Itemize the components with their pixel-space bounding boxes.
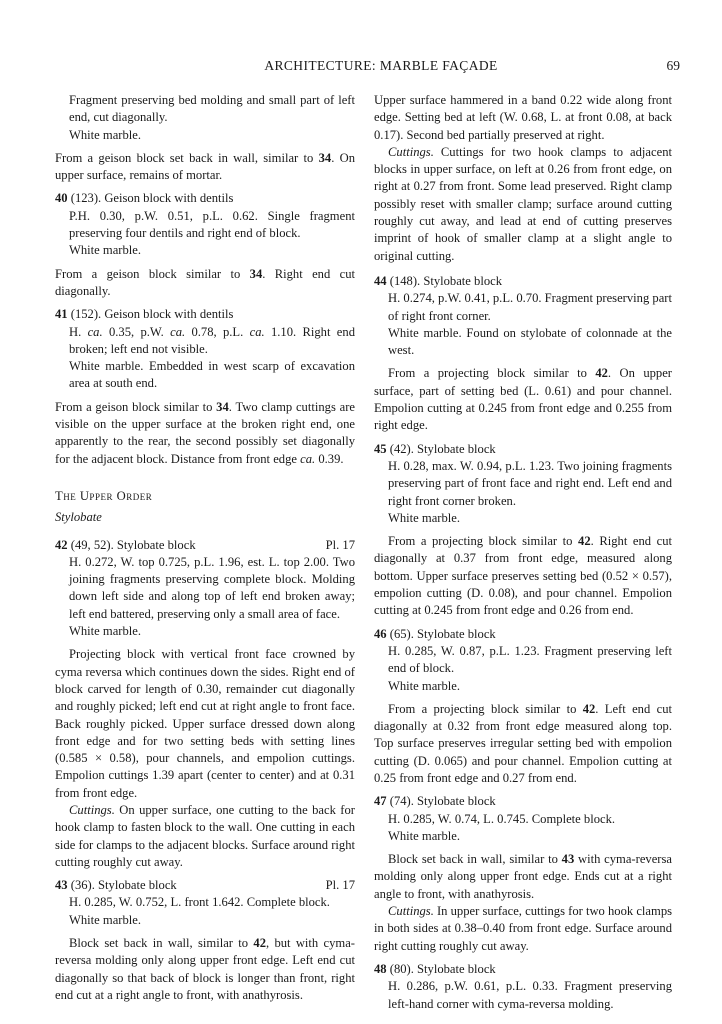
entry-heading-45: 45 (42). Stylobate block (374, 441, 496, 456)
entry-heading-42: 42 (49, 52). Stylobate block Pl. 17 (55, 537, 355, 554)
entry-paragraph: From a projecting block similar to 42. On upper surface, part of setting bed (L. 0.61) and pour channel. Empolion cutting at 0.245 from front edge and 0.255 from right edge. (374, 366, 672, 433)
entry-paragraph: Projecting block with vertical front face crowned by cyma reversa which continues down the sides. Right end of block carved for length of 0.30, remainder cut diagonally and roughly picked; left end cut at right angle to front face. Back roughly picked. Upper surface dressed down along front edge and for two setting beds with setting lines (0.585 × 0.58), pour channels, and empolion cuttings. Empolion cuttings 1.39 apart (center to center) and at 0.31 from front edge. (55, 647, 355, 800)
entry-description: H. ca. 0.35, p.W. ca. 0.78, p.L. ca. 1.10. Right end broken; left end not visible. (69, 324, 355, 356)
entry-heading-40: 40 (123). Geison block with dentils (55, 191, 234, 206)
entry-marble: White marble. (388, 828, 461, 843)
entry-paragraph: Block set back in wall, similar to 42, but with cyma-reversa molding only along upper front edge. Left end cut diagonally so that back of block is longer than front, right end cut at a right angle to front, with anathyrosis. (55, 936, 355, 1002)
entry-description: H. 0.285, W. 0.87, p.L. 1.23. Fragment preserving left end of block. (388, 643, 672, 676)
entry-paragraph: From a geison block similar to 34. Two clamp cuttings are visible on the upper surface at the broken right end, one apparently to the rear, the second possibly set diagonally for the adjacent block. Distance from front edge ca. 0.39. (55, 399, 355, 466)
entry-marble: White marble. Found on stylobate of colonnade at the west. (388, 325, 672, 358)
entry-marble: White marble. (69, 243, 142, 258)
cuttings-paragraph: Cuttings. In upper surface, cuttings for two hook clamps in both sides at 0.38–0.40 from front edge. Surface around right cutting roughly cut away. (374, 904, 673, 953)
entry-marble: White marble. (69, 127, 142, 142)
entry-heading-43: 43 (36). Stylobate block Pl. 17 (55, 877, 355, 894)
cuttings-paragraph: Cuttings. On upper surface, one cutting to the back for hook clamp to fasten block to the wall. One cutting in each side for clamps to the adjacent blocks. Surface around right cutting roughly cut away. (55, 802, 355, 869)
entry-heading-46: 46 (65). Stylobate block (374, 626, 496, 641)
entry-description: H. 0.286, p.W. 0.61, p.L. 0.33. Fragment preserving left-hand corner with cyma-reversa molding. (388, 979, 672, 1011)
plate-reference: Pl. 17 (325, 537, 355, 552)
left-column (55, 92, 355, 1004)
entry-marble: White marble. (388, 678, 461, 693)
entry-description: H. 0.28, max. W. 0.94, p.L. 1.23. Two joining fragments preserving part of front face and right end. Left end and right front corner broken. (388, 458, 672, 508)
entry-heading-44: 44 (148). Stylobate block (374, 273, 503, 288)
entry-description: Fragment preserving bed molding and small part of left end, cut diagonally. (69, 93, 355, 125)
running-header: ARCHITECTURE: MARBLE FAÇADE (264, 58, 498, 73)
plate-reference: Pl. 17 (325, 878, 355, 893)
entry-marble: White marble. Embedded in west scarp of excavation area at south end. (69, 359, 355, 391)
entry-marble: White marble. (388, 510, 461, 525)
entry-description: P.H. 0.30, p.W. 0.51, p.L. 0.62. Single fragment preserving four dentils and right end of block. (69, 208, 355, 241)
entry-description: H. 0.285, W. 0.752, L. front 1.642. Complete block. (69, 895, 330, 910)
section-title: The Upper Order (55, 488, 153, 503)
entry-heading-48: 48 (80). Stylobate block (374, 961, 496, 976)
cuttings-paragraph: Cuttings. Cuttings for two hook clamps to adjacent blocks in upper surface, on left at 0.26 from front edge, on right at 0.27 from front. Some lead preserved. Right clamp possibly reset with smaller clamp; surface around cutting roughly cut away, and lead at end of cutting preserves imprint of hook of smaller clamp at a slight angle to original cutting. (374, 144, 672, 263)
entry-paragraph: From a geison block similar to 34. Right end cut diagonally. (55, 266, 356, 298)
entry-paragraph: Block set back in wall, similar to 43 with cyma-reversa molding only along upper front edge. Ends cut at a right angle to front, with anathyrosis. (374, 852, 672, 901)
entry-description: H. 0.274, p.W. 0.41, p.L. 0.70. Fragment preserving part of right front corner. (388, 291, 672, 323)
entry-description: H. 0.272, W. top 0.725, p.L. 1.96, est. L. top 2.00. Two joining fragments preserving complete block. Molding down left side and along top of left end broken away; left end battered, preserving only a small area of face. (69, 554, 355, 621)
entry-marble: White marble. (69, 912, 142, 927)
entry-heading-47: 47 (74). Stylobate block (374, 794, 496, 809)
page-number: 69 (666, 58, 680, 73)
entry-paragraph: From a projecting block similar to 42. Right end cut diagonally at 0.37 from front edge, measured along bottom. Upper surface preserves setting bed (0.52 × 0.57), empolion cutting (D. 0.08), and pour channel. Empolion cutting at 0.245 from front edge and 0.26 from end. (374, 534, 672, 618)
entry-marble: White marble. (69, 624, 142, 639)
entry-description: H. 0.285, W. 0.74, L. 0.745. Complete block. (388, 811, 616, 826)
entry-paragraph: Upper surface hammered in a band 0.22 wide along front edge. Setting bed at left (W. 0.68, L. at front 0.08, at back 0.17). Second bed partially preserved at right. (374, 93, 672, 142)
entry-heading-41: 41 (152). Geison block with dentils (55, 307, 234, 322)
subsection-title: Stylobate (55, 510, 102, 525)
entry-paragraph: From a projecting block similar to 42. Left end cut diagonally at 0.32 from front edge measured along top. Top surface preserves irregular setting bed with empolion cutting (D. 0.065) and pour channel. Empolion cutting at 0.25 from front edge and 0.27 from end. (374, 701, 672, 785)
right-column (374, 92, 672, 1013)
entry-paragraph: From a geison block set back in wall, similar to 34. On upper surface, remains of mortar. (55, 150, 355, 183)
